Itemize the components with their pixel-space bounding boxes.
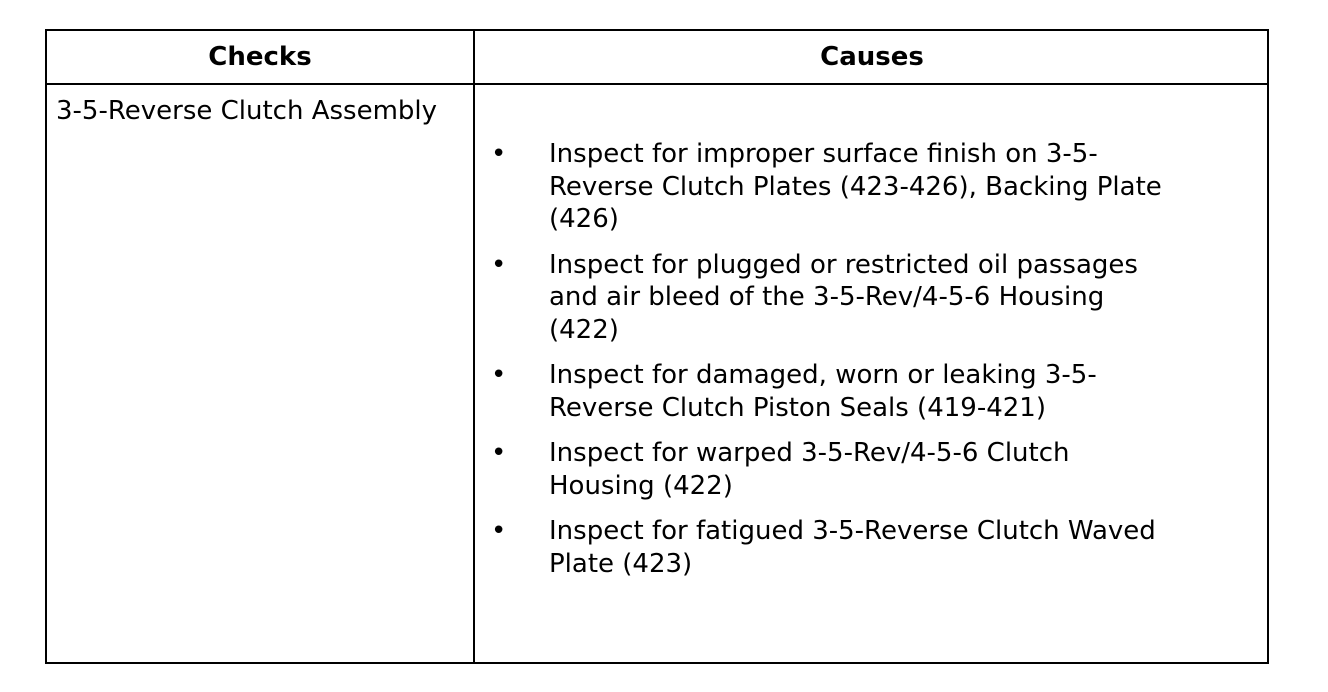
bullet-icon: • xyxy=(491,249,507,280)
causes-list xyxy=(475,138,1175,593)
cause-text: Inspect for damaged, worn or leaking 3-5-Reverse Clutch Piston Seals (419-421) xyxy=(549,360,1097,423)
cause-text: Inspect for warped 3-5-Rev/4-5-6 Clutch Housing (422) xyxy=(549,438,1070,501)
check-cell: 3-5-Reverse Clutch Assembly xyxy=(56,96,438,126)
bullet-icon: • xyxy=(491,360,507,390)
header-checks: Checks xyxy=(208,42,312,72)
bullet-icon: • xyxy=(491,438,507,468)
cause-text: Inspect for plugged or restricted oil passages and air bleed of the 3-5-Rev/4-5-6 Housing (422) xyxy=(549,249,1138,345)
cause-item xyxy=(475,359,1175,424)
cause-item xyxy=(475,138,1175,236)
cause-text: Inspect for improper surface finish on 3-5-Reverse Clutch Plates (423-426), Backing Plate (426) xyxy=(549,139,1162,234)
cause-item xyxy=(475,249,1175,347)
cause-item xyxy=(475,437,1175,502)
cause-text: Inspect for fatigued 3-5-Reverse Clutch Waved Plate (423) xyxy=(549,516,1156,579)
bullet-icon: • xyxy=(491,516,507,546)
table-header-row xyxy=(47,31,1267,85)
header-causes: Causes xyxy=(820,42,924,72)
bullet-icon: • xyxy=(491,139,507,169)
cause-item xyxy=(475,515,1175,580)
diagnosis-table xyxy=(45,29,1269,664)
